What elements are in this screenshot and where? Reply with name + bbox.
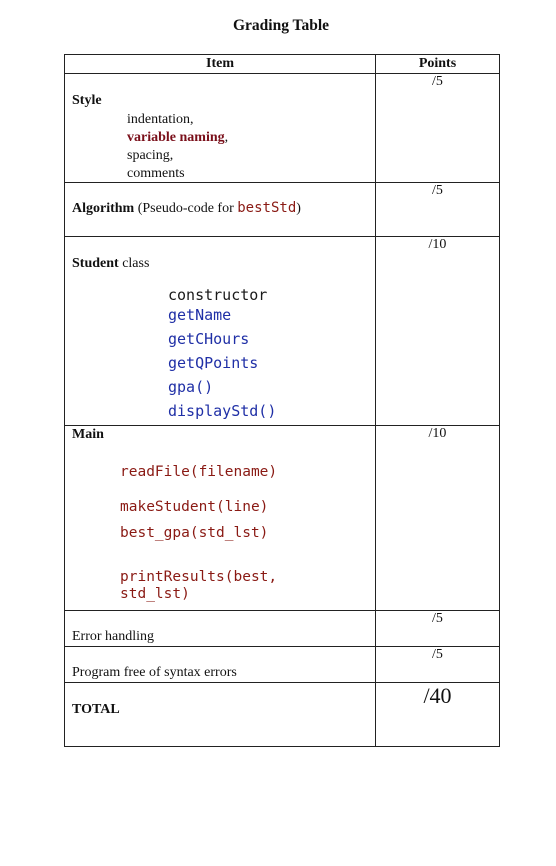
column-header-item: Item (65, 55, 376, 74)
points-cell-style: /5 (376, 74, 500, 183)
function-best-gpa: best_gpa(std_lst) (120, 525, 269, 541)
item-cell-main (65, 426, 376, 611)
points-cell-error-handling: /5 (376, 611, 500, 647)
item-cell-style (65, 74, 376, 183)
function-readfile: readFile(filename) (120, 464, 278, 480)
function-makestudent: makeStudent(line) (120, 499, 269, 515)
item-cell-algorithm (65, 183, 376, 237)
style-criterion-variable-naming (127, 129, 228, 147)
points-cell-main: /10 (376, 426, 500, 611)
algorithm-label: Algorithm (72, 201, 135, 216)
method-constructor: constructor (168, 286, 268, 304)
item-cell-error-handling (65, 611, 376, 647)
student-class-label (72, 256, 149, 272)
variable-naming-comma: , (224, 130, 229, 145)
table-row-total (65, 683, 500, 747)
algorithm-note-suffix: ) (296, 201, 301, 216)
method-gpa: gpa() (168, 378, 214, 396)
points-cell-total: /40 (376, 683, 500, 747)
algorithm-note-code: bestStd (237, 200, 297, 216)
table-row-error-handling (65, 611, 500, 647)
style-criterion-indentation: indentation, (127, 112, 194, 127)
table-row-student-class (65, 237, 500, 426)
method-displaystd: displayStd() (168, 402, 277, 420)
function-printresults-continued: std_lst) (120, 586, 190, 602)
style-criterion-comments: comments (127, 166, 185, 181)
table-row-algorithm (65, 183, 500, 237)
table-header-row (65, 55, 500, 74)
page-title: Grading Table (232, 17, 330, 34)
table-row-main (65, 426, 500, 611)
method-getqpoints: getQPoints (168, 354, 259, 372)
item-cell-total (65, 683, 376, 747)
style-criterion-spacing: spacing, (127, 148, 174, 163)
grading-table (64, 54, 500, 747)
table-row-style (65, 74, 500, 183)
main-label: Main (72, 427, 104, 442)
points-cell-student-class: /10 (376, 237, 500, 426)
method-getname: getName (168, 306, 232, 324)
student-label-rest: class (118, 256, 150, 271)
total-label: TOTAL (72, 702, 120, 717)
algorithm-note-prefix: (Pseudo-code for (134, 201, 238, 216)
error-handling-label: Error handling (72, 629, 155, 644)
student-label-bold: Student (72, 256, 119, 271)
student-method-list (168, 287, 276, 423)
function-printresults: printResults(best, (120, 569, 278, 585)
column-header-points: Points (376, 55, 500, 74)
style-criteria-list (127, 111, 228, 183)
item-cell-syntax-free (65, 647, 376, 683)
algorithm-line (72, 200, 301, 217)
syntax-free-label: Program free of syntax errors (72, 665, 237, 680)
item-cell-student-class (65, 237, 376, 426)
style-label: Style (72, 93, 102, 108)
variable-naming-text: variable naming (127, 130, 225, 145)
method-getchours: getCHours (168, 330, 250, 348)
table-row-syntax-free (65, 647, 500, 683)
points-cell-algorithm: /5 (376, 183, 500, 237)
points-cell-syntax-free: /5 (376, 647, 500, 683)
